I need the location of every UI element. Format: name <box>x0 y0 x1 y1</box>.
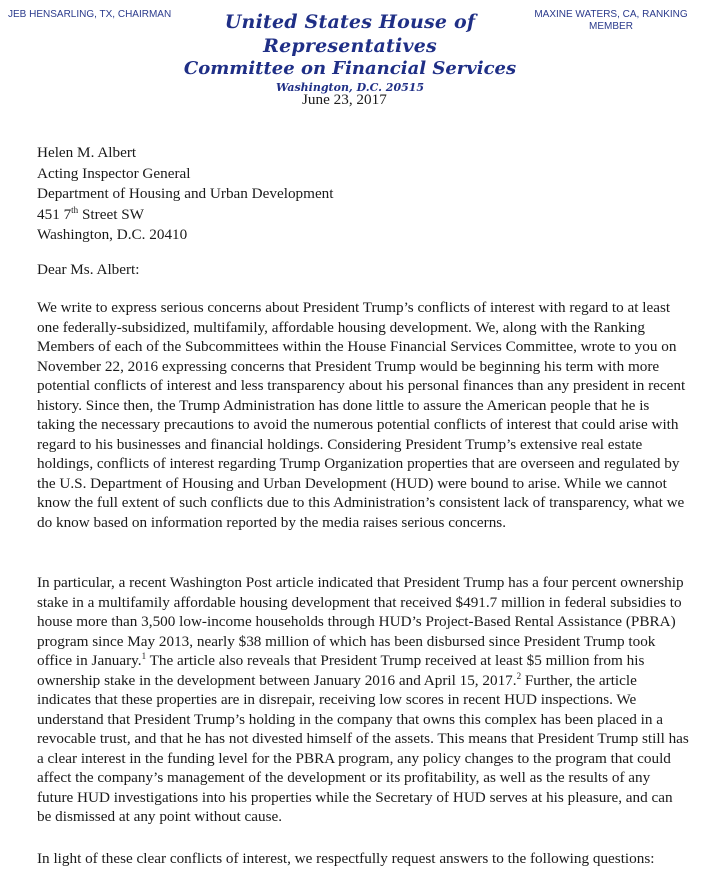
footnote-ref-1: 1 <box>141 650 147 661</box>
street-name: Street SW <box>78 205 144 223</box>
ranking-member-line2: MEMBER <box>589 21 633 32</box>
paragraph-1: We write to express serious concerns about President Trump’s conflicts of interest with regard to at least one federally-subsidized, multifamily, affordable housing development. We, along with the Ranking Members of each of the Subcommittees within the House Financial Services Committee, wrote to you on November 22, 2016 expressing concerns that President Trump would be beginning his term with more potential conflicts of interest and less transparency about his personal finances than any president in recent history. Since then, the Trump Administration has done little to assure the American people that he is taking the necessary precautions to avoid the numerous potential conflicts of interest that could arise with regard to his businesses and financial holdings. Considering President Trump’s extensive real estate holdings, conflicts of interest regarding Trump Organization properties that are overseen and regulated by the U.S. Department of Housing and Urban Development (HUD) were bound to arise. While we cannot know the full extent of such conflicts due to this Administration’s consistent lack of transparency, what we do know based on information reported by the media raises serious concerns. <box>37 299 686 531</box>
street-ordinal: th <box>71 204 79 215</box>
street-number: 451 7 <box>37 205 72 223</box>
house-title: United States House of Representatives <box>224 11 476 57</box>
letterhead <box>160 10 540 96</box>
committee-title: Committee on Financial Services <box>183 58 517 79</box>
recipient-city: Washington, D.C. 20410 <box>37 226 188 243</box>
recipient-department: Department of Housing and Urban Development <box>37 185 334 202</box>
recipient-title: Acting Inspector General <box>37 164 191 182</box>
salutation: Dear Ms. Albert: <box>37 261 140 278</box>
recipient-address <box>37 143 334 246</box>
recipient-street <box>37 205 334 226</box>
paragraph-2-part-c: Further, the article indicates that these properties are in disrepair, receiving low scores in recent HUD inspections. We understand that President Trump’s holding in the company that owns this complex has been placed in a revocable trust, and that he has not divested himself of the assets. This means that President Trump still has a clear interest in the funding level for the PBRA program, any policy changes to the program that could affect the company’s management of the development or its profitability, as well as the results of any future HUD investigations into his properties while the Secretary of HUD serves at his pleasure, and can be dismissed at any point without cause. <box>37 671 689 825</box>
paragraph-2-part-b: The article also reveals that President Trump received at least $5 million from his ownership stake in the development between January 2016 and April 15, 2017. <box>37 652 645 689</box>
ranking-member-label <box>526 9 696 33</box>
committee-address: Washington, D.C. 20515 <box>275 81 425 94</box>
paragraph-2-part-a: In particular, a recent Washington Post article indicated that President Trump has a four percent ownership stake in a multifamily affordable housing development that received $491.7 million in federal subsidies to house more than 3,500 low-income households through HUD’s Project-Based Rental Assistance (PBRA) program since May 2013, nearly $38 million of which has been disbursed since President Trump took office in January. <box>37 574 684 669</box>
footnote-ref-2: 2 <box>516 670 522 681</box>
letter-date: June 23, 2017 <box>302 91 387 108</box>
chairman-label: JEB HENSARLING, TX, CHAIRMAN <box>8 9 172 20</box>
paragraph-2 <box>37 573 689 827</box>
ranking-member-line1: MAXINE WATERS, CA, RANKING <box>534 9 688 20</box>
paragraph-3: In light of these clear conflicts of interest, we respectfully request answers to the following questions: <box>37 850 655 867</box>
recipient-name: Helen M. Albert <box>37 144 137 161</box>
